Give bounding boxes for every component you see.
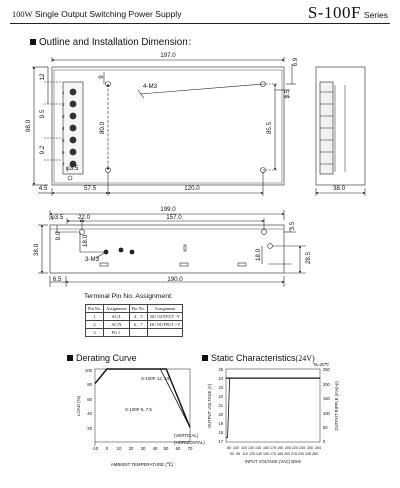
svg-text:6: 6 [62,150,65,155]
derating-ylabel: LOAD (%) [76,395,81,417]
svg-text:60: 60 [175,446,181,451]
dim-38: 38.0 [33,243,40,257]
outline-section-title: Outline and Installation Dimension： [30,34,197,48]
svg-text:190: 190 [277,446,283,450]
dim-190: 190.0 [167,276,183,283]
svg-text:24: 24 [218,376,223,381]
static-chart [226,369,320,442]
svg-text:3: 3 [62,114,65,119]
svg-text:115: 115 [241,446,247,450]
table-row: 2 AC/N 6、7 DC OUTPUT +V [86,321,183,329]
svg-text:50: 50 [163,446,169,451]
svg-text:100: 100 [84,368,92,373]
svg-text:80: 80 [87,382,92,387]
svg-text:-10: -10 [91,446,99,451]
table-header-row: Pin No. Assignment Pin No. Assignment [86,305,183,313]
svg-text:1: 1 [62,90,65,95]
ta-label: Ta=25℃ [313,362,330,367]
derating-x-ticks [92,446,193,451]
svg-text:125: 125 [249,452,255,456]
dim-80: 80.0 [99,121,106,135]
svg-text:85: 85 [227,446,231,450]
dim-3-5: 3.5 [284,89,291,99]
dim-9: 9 [98,75,105,79]
svg-text:160: 160 [263,446,269,450]
dim-overall-width: 197.0 [160,52,176,59]
svg-text:175: 175 [270,446,276,450]
dim-height: 98.0 [25,119,32,133]
series-label-b: S-100F-5, 7.5 [125,407,152,412]
svg-text:40: 40 [87,411,92,416]
bottom-hole-label: φ3.5 [50,214,64,221]
static-marks [226,378,320,437]
svg-text:250: 250 [323,367,330,372]
svg-text:0: 0 [323,439,326,444]
svg-text:5: 5 [62,138,65,143]
dim-12: 12 [39,73,46,81]
svg-text:95: 95 [236,452,240,456]
svg-text:235: 235 [299,446,305,450]
dim-85-5: 85.5 [266,121,273,135]
static-ylabel-right: OUTPUT RIPPLE (mVp-p) [334,381,339,431]
svg-text:170: 170 [270,452,276,456]
series-label: Series [363,10,388,20]
dim-9-2: 9.2 [39,145,46,155]
svg-text:40: 40 [152,446,158,451]
svg-text:260: 260 [312,452,318,456]
static-ylabel-left: OUTPUT VOLTAGE (V) [207,383,212,429]
bullet-square-icon [67,355,73,361]
svg-text:18: 18 [218,430,223,435]
svg-text:205: 205 [285,446,291,450]
bullet-square-icon [202,355,208,361]
svg-text:230: 230 [298,452,304,456]
side-width: 38.0 [332,185,346,192]
top-view-outline [52,67,284,185]
svg-text:70: 70 [187,446,193,451]
svg-text:21: 21 [218,403,223,408]
svg-text:0: 0 [105,446,109,451]
static-right-ticks [323,367,331,444]
svg-text:4: 4 [62,126,65,131]
dim-22: 22.0 [77,214,91,221]
svg-text:7: 7 [62,162,65,167]
model-number: S-100F [307,3,361,22]
dim-157: 157.0 [166,214,182,221]
dim-120: 120.0 [184,185,200,192]
screw-label: 4-M3 [142,83,158,90]
dim-57-5: 57.5 [83,185,97,192]
static-x-ticks-row2 [230,452,318,456]
dim-3-5-bottom: 3.5 [289,221,296,231]
dim-28-5: 28.5 [305,251,312,265]
svg-text:250: 250 [307,446,313,450]
bottom-view-outline [50,225,284,273]
horizontal-label: (HORIZONTAL) [174,440,205,445]
derating-xlabel: AMBIENT TEMPERATURE (℃) [110,462,174,467]
product-title: Single Output Switching Power Supply [34,9,182,19]
svg-text:145: 145 [255,446,261,450]
static-x-ticks [227,446,321,450]
svg-text:110: 110 [242,452,248,456]
terminal-table [85,304,183,337]
svg-text:20: 20 [87,426,92,431]
svg-text:155: 155 [263,452,269,456]
svg-text:215: 215 [291,452,297,456]
static-left-ticks [218,367,223,444]
bottom-screw-label: 3-M3 [84,256,100,263]
svg-text:2: 2 [62,102,65,107]
svg-text:20: 20 [128,446,134,451]
svg-text:10: 10 [116,446,122,451]
svg-text:140: 140 [256,452,262,456]
dim-18-left: 18.0 [82,234,89,248]
table-row: 3 FG⏚ [86,329,183,337]
dim-199: 199.0 [160,206,176,213]
dim-4-5: 4.5 [38,185,48,192]
svg-text:60: 60 [87,397,92,402]
svg-text:50: 50 [323,425,328,430]
dim-6-9: 6.9 [292,57,299,67]
dim-6-5: 6.5 [52,276,62,283]
svg-text:22: 22 [218,394,223,399]
svg-text:150: 150 [323,396,330,401]
table-row: 1 AC/L 4、5 DC OUTPUT -V [86,313,183,321]
series-label-a: S-100F-12, 24 [141,376,170,381]
svg-text:90: 90 [230,452,234,456]
terminal-table-title: Terminal Pin No. Assignment: [84,293,173,300]
static-plot-area [226,369,320,442]
hole-label: φ3.5 [65,165,79,172]
svg-text:19: 19 [218,421,223,426]
dim-9-0: 9.0 [55,231,62,241]
series-line-1 [226,378,320,437]
svg-text:130: 130 [248,446,254,450]
dim-18-right: 18.0 [255,248,262,262]
svg-text:245: 245 [305,452,311,456]
derating-y-ticks [85,368,93,431]
svg-text:100: 100 [323,411,330,416]
svg-text:200: 200 [284,452,290,456]
wattage: 100W [12,10,33,19]
svg-text:264: 264 [315,446,321,450]
static-title: Static Characteristics(24V) [202,353,315,363]
svg-text:23: 23 [218,385,223,390]
svg-text:100: 100 [233,446,239,450]
svg-text:25: 25 [218,367,223,372]
svg-text:185: 185 [277,452,283,456]
static-xlabel: INPUT VOLTAGE (VAC) 60Hz [245,459,301,464]
svg-text:20: 20 [218,412,223,417]
svg-text:200: 200 [323,382,330,387]
svg-text:17: 17 [218,439,223,444]
derating-title: Derating Curve [67,353,137,363]
vertical-label: (VERTICAL) [174,433,199,438]
svg-text:220: 220 [292,446,298,450]
svg-text:30: 30 [140,446,146,451]
dim-9-5: 9.5 [39,109,46,119]
